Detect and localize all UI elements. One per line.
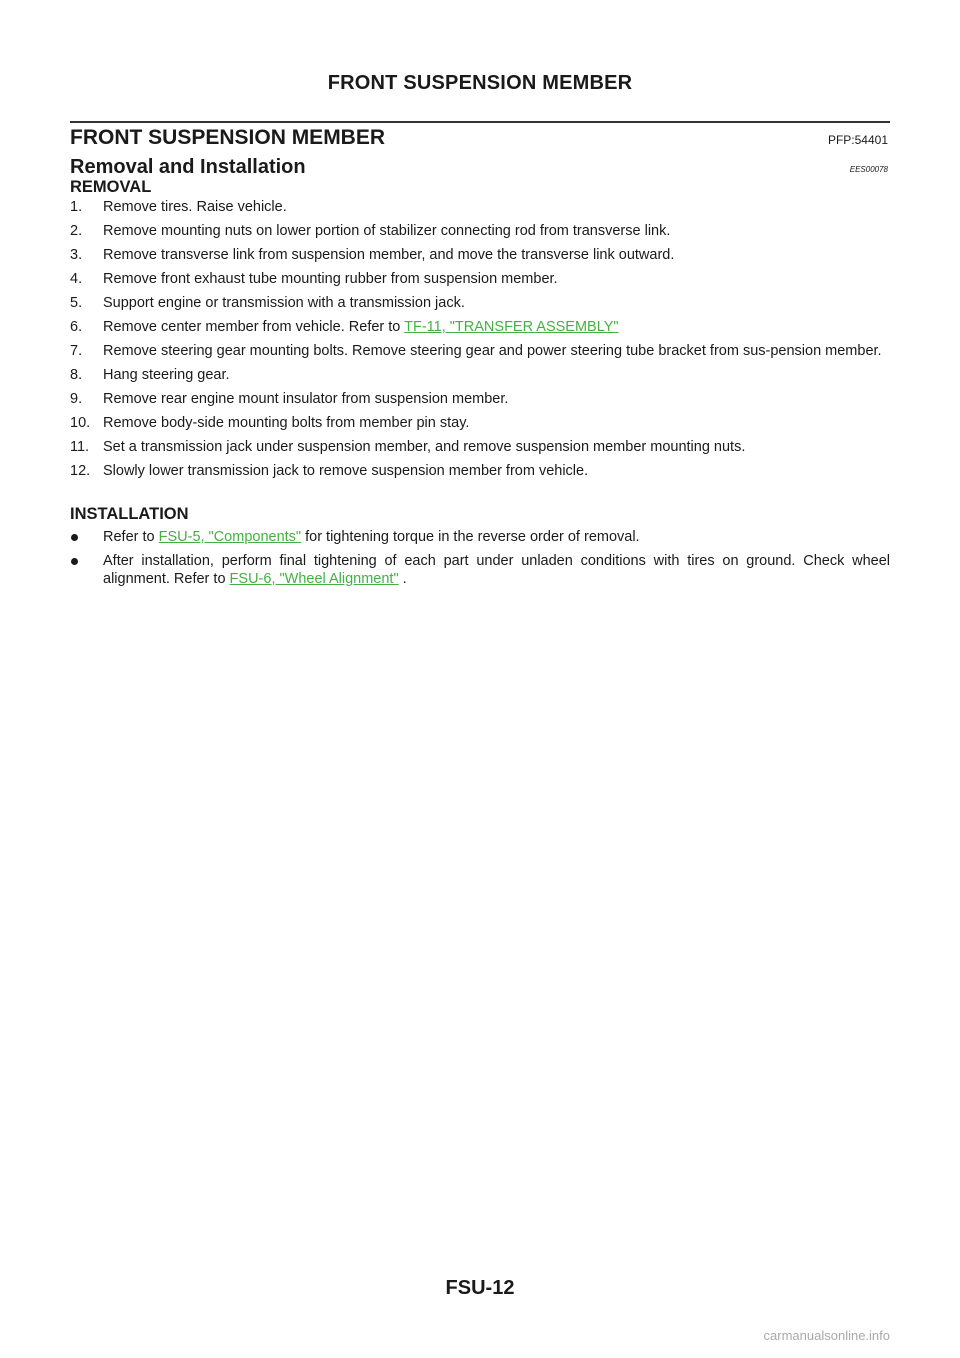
list-item: 6. Remove center member from vehicle. Refer to TF-11, "TRANSFER ASSEMBLY" — [70, 319, 619, 335]
header-rule — [70, 121, 890, 123]
installation-bullets — [70, 528, 890, 594]
list-item: After installation, perform final tightening of each part under unladen conditions with tires on ground. Check wheel alignment. Refer to FSU-6, "Wheel Alignment" . — [70, 552, 890, 588]
section-code: PFP:54401 — [827, 133, 888, 147]
list-item: 11. Set a transmission jack under suspension member, and remove suspension member mounting nuts. — [70, 439, 746, 455]
list-item: 3. Remove transverse link from suspension member, and move the transverse link outward. — [70, 247, 675, 263]
removal-heading: REMOVAL — [70, 178, 152, 196]
list-item: 9. Remove rear engine mount insulator from suspension member. — [70, 391, 509, 407]
subsection-title-text: Removal and Installation — [70, 156, 306, 178]
watermark: carmanualsonline.info — [763, 1328, 890, 1343]
list-item: 1. Remove tires. Raise vehicle. — [70, 199, 287, 215]
list-item: 12. Slowly lower transmission jack to remove suspension member from vehicle. — [70, 463, 589, 479]
page-number: FSU-12 — [445, 1277, 515, 1299]
removal-steps — [70, 198, 890, 486]
list-item: 7. Remove steering gear mounting bolts. Remove steering gear and power steering tube bracket from sus-pension member. — [70, 343, 882, 359]
list-item: Refer to FSU-5, "Components" for tightening torque in the reverse order of removal. — [70, 528, 890, 546]
list-item: 8. Hang steering gear. — [70, 367, 230, 383]
running-header: FRONT SUSPENSION MEMBER — [327, 72, 633, 94]
list-item: 5. Support engine or transmission with a transmission jack. — [70, 295, 465, 311]
subsection-title — [70, 156, 888, 182]
bullet-icon — [71, 558, 78, 565]
section-title — [70, 126, 888, 152]
list-item: 10. Remove body-side mounting bolts from member pin stay. — [70, 415, 470, 431]
components-link[interactable]: FSU-5, "Components" — [158, 529, 302, 545]
list-item: 2. Remove mounting nuts on lower portion of stabilizer connecting rod from transverse link. — [70, 223, 671, 239]
section-title-text: FRONT SUSPENSION MEMBER — [70, 126, 386, 149]
transfer-assembly-link[interactable]: TF-11, "TRANSFER ASSEMBLY" — [404, 319, 619, 335]
subsection-code: EES00078 — [849, 165, 888, 174]
installation-heading: INSTALLATION — [70, 505, 189, 523]
list-item: 4. Remove front exhaust tube mounting rubber from suspension member. — [70, 271, 558, 287]
wheel-alignment-link[interactable]: FSU-6, "Wheel Alignment" — [229, 571, 399, 587]
bullet-icon — [71, 534, 78, 541]
